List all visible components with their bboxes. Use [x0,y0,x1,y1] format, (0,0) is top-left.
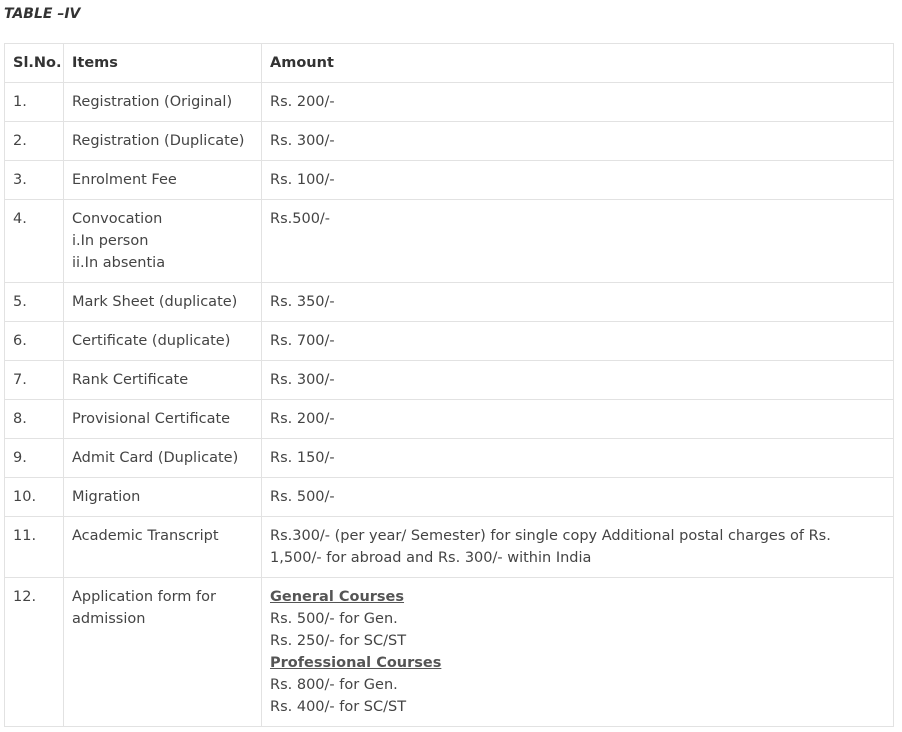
amount-line: Rs.300/- (per year/ Semester) for single copy Additional postal charges of Rs. 1,500/- for abroad and Rs. 300/- within India [270,528,831,566]
cell-sl-no: 9. [5,439,64,478]
item-line: Migration [72,489,141,505]
amount-line: Rs. 300/- [270,133,335,149]
cell-item [64,400,262,439]
cell-item [64,83,262,122]
table-header-row [5,44,894,83]
cell-amount [262,200,894,283]
cell-amount [262,400,894,439]
cell-amount [262,283,894,322]
cell-item [64,478,262,517]
table-row [5,200,894,283]
amount-line: Rs. 200/- [270,94,335,110]
amount-group-heading: General Courses [270,589,405,605]
cell-amount [262,517,894,578]
amount-line: Rs. 350/- [270,294,335,310]
fee-table [4,43,894,727]
cell-amount [262,122,894,161]
item-line: Academic Transcript [72,528,219,544]
table-row [5,283,894,322]
amount-line: Rs. 250/- for SC/ST [270,633,407,649]
cell-sl-no: 3. [5,161,64,200]
item-line: Registration (Original) [72,94,233,110]
cell-sl-no: 4. [5,200,64,283]
cell-item [64,200,262,283]
cell-amount [262,322,894,361]
cell-item [64,578,262,727]
amount-line: Rs. 150/- [270,450,335,466]
table-caption: TABLE –IV [4,6,81,22]
item-line: Application form for admission [72,589,216,627]
cell-amount [262,478,894,517]
cell-item [64,439,262,478]
item-line: Provisional Certificate [72,411,231,427]
cell-item [64,517,262,578]
amount-line: Rs. 500/- [270,489,335,505]
amount-line: Rs. 200/- [270,411,335,427]
item-line: Enrolment Fee [72,172,177,188]
cell-amount [262,361,894,400]
cell-sl-no: 10. [5,478,64,517]
cell-sl-no: 12. [5,578,64,727]
amount-line: Rs. 300/- [270,372,335,388]
item-line: Rank Certificate [72,372,189,388]
item-line: Registration (Duplicate) [72,133,245,149]
cell-item [64,122,262,161]
item-line: Certificate (duplicate) [72,333,231,349]
header-amount: Amount [262,44,894,83]
cell-sl-no: 11. [5,517,64,578]
amount-line: Rs.500/- [270,211,331,227]
table-row [5,361,894,400]
table-row [5,400,894,439]
table-row [5,578,894,727]
table-row [5,83,894,122]
table-row [5,517,894,578]
table-row [5,122,894,161]
item-line: i.In person [72,233,149,249]
cell-amount [262,439,894,478]
table-row [5,439,894,478]
amount-line: Rs. 700/- [270,333,335,349]
table-row [5,161,894,200]
header-items: Items [64,44,262,83]
cell-amount [262,161,894,200]
item-line: Admit Card (Duplicate) [72,450,239,466]
cell-item [64,361,262,400]
item-line: Convocation [72,211,163,227]
item-line: ii.In absentia [72,255,166,271]
cell-item [64,161,262,200]
amount-line: Rs. 400/- for SC/ST [270,699,407,715]
cell-item [64,283,262,322]
header-sl-no: Sl.No. [5,44,64,83]
amount-line: Rs. 800/- for Gen. [270,677,398,693]
cell-sl-no: 1. [5,83,64,122]
cell-sl-no: 8. [5,400,64,439]
item-line: Mark Sheet (duplicate) [72,294,238,310]
cell-amount [262,578,894,727]
amount-group-heading: Professional Courses [270,655,442,671]
cell-sl-no: 7. [5,361,64,400]
cell-sl-no: 2. [5,122,64,161]
cell-item [64,322,262,361]
amount-line: Rs. 100/- [270,172,335,188]
cell-sl-no: 6. [5,322,64,361]
amount-line: Rs. 500/- for Gen. [270,611,398,627]
cell-sl-no: 5. [5,283,64,322]
table-row [5,478,894,517]
table-body [5,83,894,727]
table-row [5,322,894,361]
cell-amount [262,83,894,122]
